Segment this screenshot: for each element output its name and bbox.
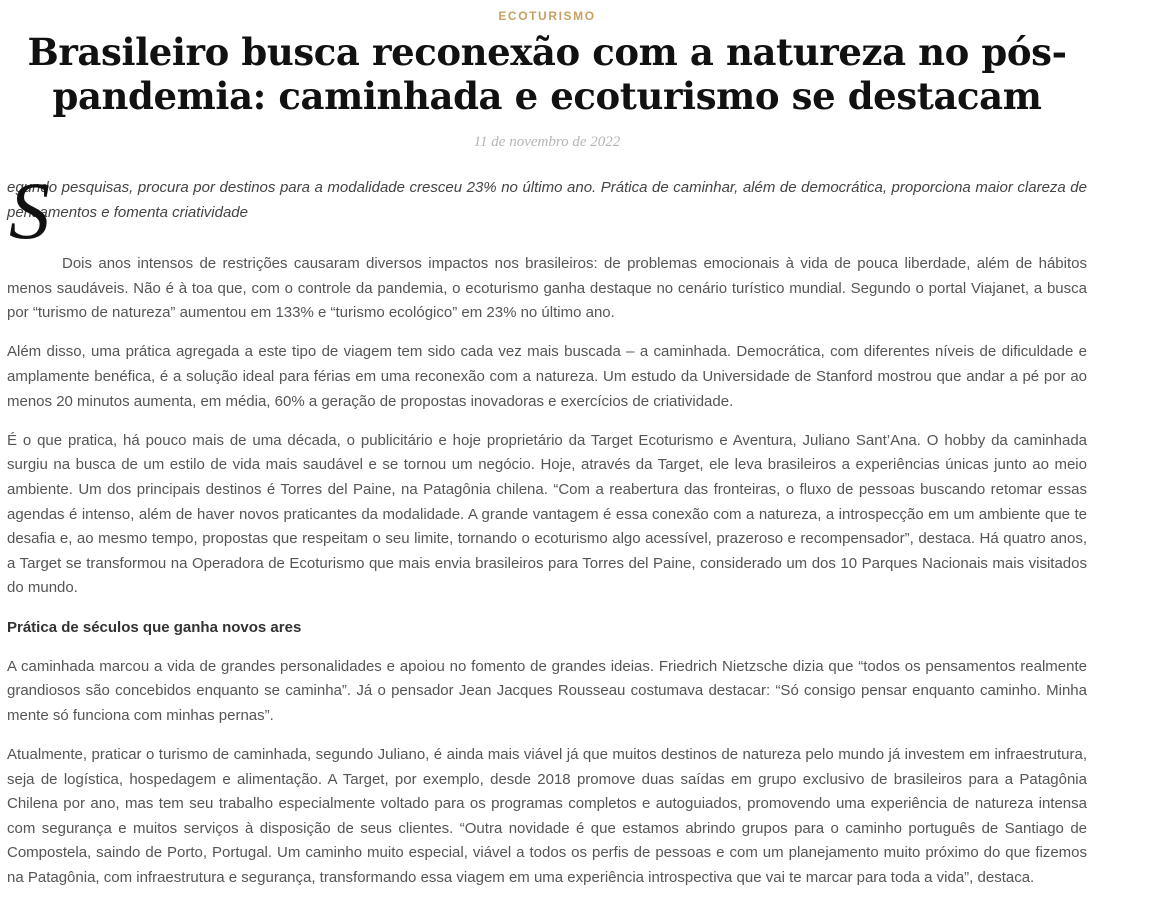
paragraph-4: A caminhada marcou a vida de grandes personalidades e apoiou no fomento de grandes ideias. Friedrich Nietzsche dizia que “todos os pensamentos realmente grandiosos são concebidos enquanto se caminha”. Já o pensador Jean Jacques Rousseau costumava destacar: “Só consigo pensar enquanto caminho. Minha mente só funciona com minhas pernas”.	[7, 657, 1087, 724]
article-title: Brasileiro busca reconexão com a natureza no pós-pandemia: caminhada e ecoturismo se destacam	[27, 30, 1067, 118]
section-heading: Prática de séculos que ganha novos ares	[7, 618, 302, 636]
publish-date: 11 de novembro de 2022	[473, 134, 621, 150]
drop-cap: S	[9, 165, 50, 256]
paragraph-3: É o que pratica, há pouco mais de uma década, o publicitário e hoje proprietário da Target Ecoturismo e Aventura, Juliano Sant’Ana. O hobby da caminhada surgiu na busca de um estilo de vida mais saudável e se tornou um negócio. Hoje, através da Target, ele leva brasileiros a experiências únicas junto ao meio ambiente. Um dos principais destinos é Torres del Paine, na Patagônia chilena. “Com a reabertura das fronteiras, o fluxo de pessoas buscando retomar essas agendas é intenso, além de haver novos praticantes da modalidade. A grande vantagem é essa conexão com a natureza, a introspecção em um ambiente que te desafia e, ao mesmo tempo, propostas que respeitam o seu limite, tornando o ecoturismo algo acessível, prazeroso e recompensador”, destaca. Há quatro anos, a Target se transformou na Operadora de Ecoturismo que mais envia brasileiros para Torres del Paine, considerado um dos 10 Parques Nacionais mais visitados do mundo.	[7, 431, 1087, 597]
article-lead	[7, 165, 1087, 256]
lead-text: egundo pesquisas, procura por destinos para a modalidade cresceu 23% no último ano. Prática de caminhar, além de democrática, proporciona maior clareza de pensamentos e fomenta criatividade	[7, 179, 1087, 221]
paragraph-5: Atualmente, praticar o turismo de caminhada, segundo Juliano, é ainda mais viável já que muitos destinos de natureza pelo mundo já investem em infraestrutura, seja de logística, hospedagem e alimentação. A Target, por exemplo, desde 2018 promove duas saídas em grupo exclusivo de brasileiros para a Patagônia Chilena por ano, mas tem seu trabalho especialmente voltado para os programas completos e autoguiados, promovendo uma experiência de natureza intensa com segurança e muitos serviços à disposição de seus clientes. “Outra novidade é que estamos abrindo grupos para o caminho português de Santiago de Compostela, saindo de Porto, Portugal. Um caminho muito especial, viável a todos os perfis de pessoas e com um planejamento muito próximo do que fizemos na Patagônia, com infraestrutura e segurança, transformando essa viagem em uma experiência introspectiva que vai te marcar para toda a vida”, destaca.	[7, 746, 1087, 887]
article-body	[7, 165, 1087, 905]
paragraph-1: Dois anos intensos de restrições causaram diversos impactos nos brasileiros: de problemas emocionais à vida de pouca liberdade, além de hábitos menos saudáveis. Não é à toa que, com o controle da pandemia, o ecoturismo ganha destaque no cenário turístico mundial. Segundo o portal Viajanet, a busca por “turismo de natureza” aumentou em 133% e “turismo ecológico” em 23% no último ano.	[7, 255, 1087, 322]
paragraph-2: Além disso, uma prática agregada a este tipo de viagem tem sido cada vez mais buscada – a caminhada. Democrática, com diferentes níveis de dificuldade e amplamente benéfica, é a solução ideal para férias em uma reconexão com a natureza. Um estudo da Universidade de Stanford mostrou que andar a pé por ao menos 20 minutos aumenta, em média, 60% a geração de propostas inovadoras e exercícios de criatividade.	[7, 343, 1087, 410]
category-link[interactable]: ECOTURISMO	[498, 9, 596, 23]
